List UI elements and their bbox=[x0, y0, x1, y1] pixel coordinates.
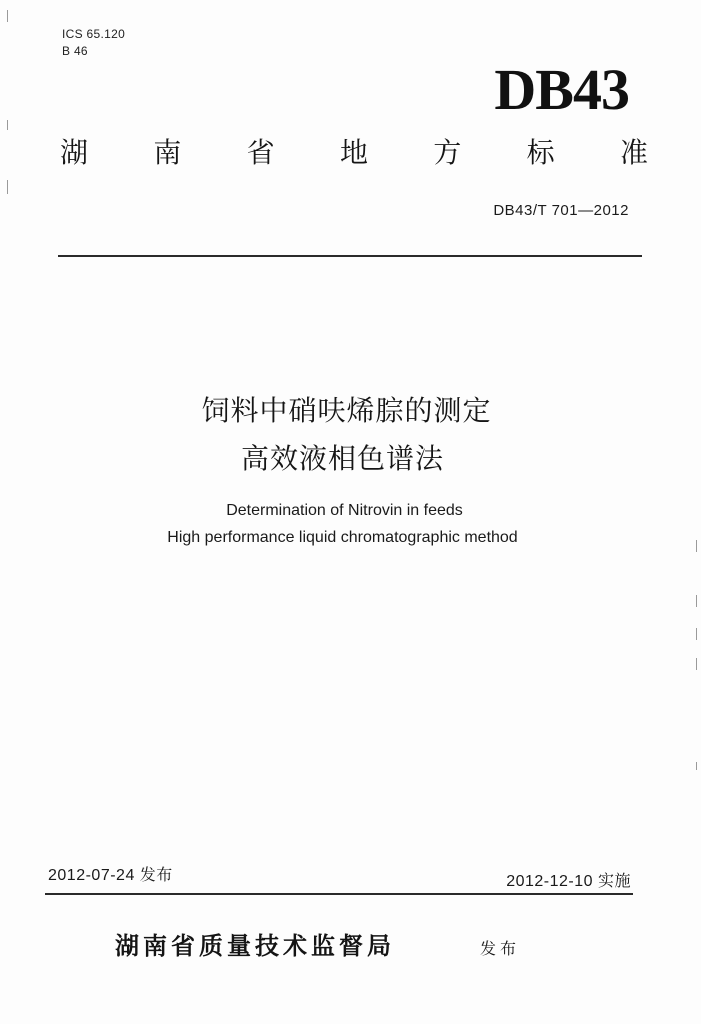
scan-edge-mark bbox=[696, 658, 697, 670]
ics-code: ICS 65.120 bbox=[62, 27, 126, 41]
issuer-action: 发布 bbox=[480, 939, 521, 958]
standard-type-char: 方 bbox=[433, 136, 462, 169]
issuing-authority: 湖南省质量技术监督局 bbox=[115, 932, 395, 960]
scan-edge-mark bbox=[7, 10, 8, 22]
standard-type-heading bbox=[60, 133, 648, 173]
title-cn-line1: 饲料中硝呋烯腙的测定 bbox=[201, 394, 492, 427]
title-en-line2: High performance liquid chromatographic method bbox=[167, 529, 518, 546]
top-divider bbox=[58, 255, 642, 257]
standard-type-char: 省 bbox=[246, 136, 275, 169]
title-cn-line2: 高效液相色谱法 bbox=[240, 442, 444, 475]
scan-edge-mark bbox=[7, 120, 8, 130]
bottom-divider bbox=[45, 893, 633, 895]
category-code: B 46 bbox=[62, 44, 88, 58]
standard-number: DB43/T 701—2012 bbox=[493, 202, 629, 219]
standard-type-char: 准 bbox=[619, 136, 648, 169]
standard-logo: DB43 bbox=[494, 57, 629, 122]
title-en-line1: Determination of Nitrovin in feeds bbox=[226, 502, 463, 519]
issue-date: 2012-07-24 发布 bbox=[48, 867, 173, 884]
standard-type-char: 湖 bbox=[60, 136, 89, 169]
scan-edge-mark bbox=[696, 762, 697, 770]
scan-edge-mark bbox=[696, 595, 697, 607]
scan-edge-mark bbox=[7, 180, 8, 194]
standard-type-char: 地 bbox=[339, 136, 368, 169]
implementation-date: 2012-12-10 实施 bbox=[506, 873, 631, 890]
scan-edge-mark bbox=[696, 628, 697, 640]
standard-type-char: 标 bbox=[526, 136, 555, 169]
classification-codes bbox=[62, 26, 125, 60]
standard-type-char: 南 bbox=[153, 136, 182, 169]
scan-edge-mark bbox=[696, 540, 697, 552]
